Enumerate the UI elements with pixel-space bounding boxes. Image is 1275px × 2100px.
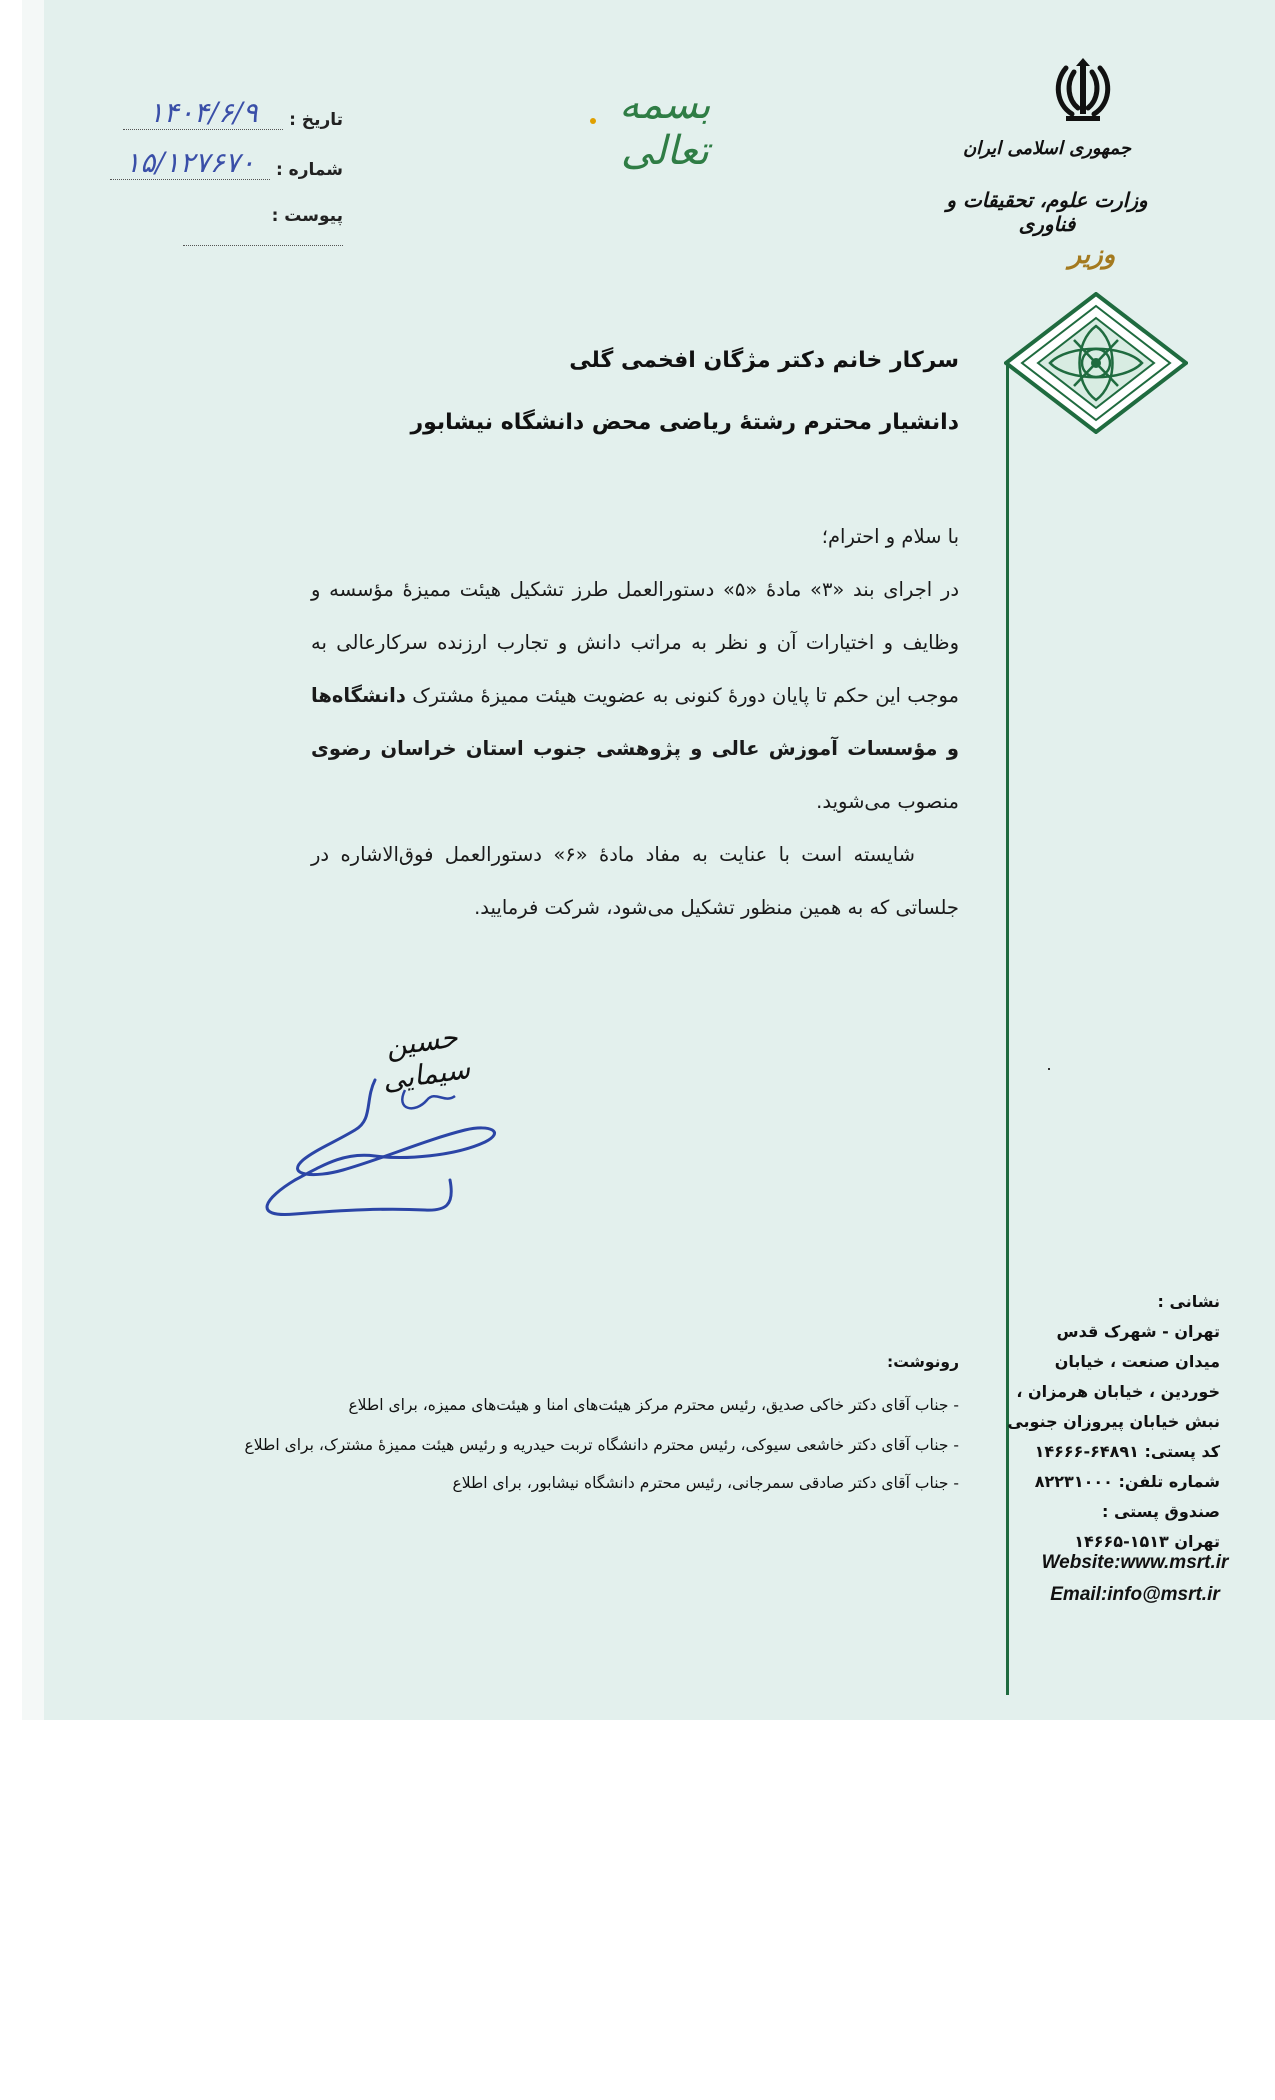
date-label: تاریخ :: [289, 110, 343, 130]
signer-name: حسین سیمایی: [380, 1020, 473, 1097]
ministry-name: وزارت علوم، تحقیقات و فناوری: [946, 188, 1148, 236]
number-label: شماره :: [275, 160, 343, 180]
paper-speck: [1048, 1068, 1050, 1070]
letter-body: [311, 510, 959, 934]
address-block: [990, 1290, 1220, 1554]
para1-ending: منصوب می‌شوید.: [816, 790, 959, 813]
postal-code: کد پستی: ۶۴۸۹۱-۱۴۶۶۶: [1034, 1442, 1220, 1461]
attachment-label: پیوست :: [271, 206, 343, 226]
date-value: ۱۴۰۴/۶/۹: [123, 96, 283, 130]
address-label: نشانی :: [1157, 1292, 1220, 1311]
address-line-3: خوردین ، خیابان هرمزان ،: [1016, 1382, 1220, 1401]
attachment-value: [183, 229, 343, 246]
sheet-edge: [22, 0, 44, 1720]
address-line-2: میدان صنعت ، خیابان: [1054, 1352, 1220, 1371]
signature-scribble: [255, 1060, 525, 1230]
address-line-4: نبش خیابان پیروزان جنوبی: [1007, 1412, 1220, 1431]
body-paragraph-1: [311, 563, 959, 828]
bismillah-dot: [590, 118, 596, 124]
ornament-logo-icon: [1004, 292, 1188, 434]
phone-number: شماره تلفن: ۸۲۲۳۱۰۰۰: [1034, 1472, 1220, 1491]
attachment-row: [108, 206, 343, 246]
addressee-title: دانشیار محترم رشتهٔ ریاضی محض دانشگاه نیشابور: [410, 410, 959, 435]
minister-title: وزیر: [1068, 240, 1116, 270]
po-box: تهران ۱۵۱۳-۱۴۶۶۵: [1074, 1532, 1220, 1551]
greeting: با سلام و احترام؛: [821, 525, 959, 548]
website-link[interactable]: Website:www.msrt.ir: [1041, 1552, 1229, 1573]
number-row: [108, 146, 343, 180]
para1-bold-text: دانشگاه‌ها و مؤسسات آموزش عالی و پژوهشی جنوب استان خراسان رضوی: [311, 684, 959, 760]
para1-text: در اجرای بند «۳» مادهٔ «۵» دستورالعمل طرز تشکیل هیئت ممیزهٔ مؤسسه و وظایف و اختیارات آن و نظر به مراتب دانش و تجارب ارزنده سرکارعالی به موجب این حکم تا پایان دورهٔ کنونی به عضویت هیئت ممیزهٔ مشترک: [311, 578, 960, 707]
date-row: [108, 96, 343, 130]
body-paragraph-2: شایسته است با عنایت به مفاد مادهٔ «۶» دستورالعمل فوق‌الاشاره در جلساتی که به همین منظور تشکیل می‌شود، شرکت فرمایید.: [311, 843, 959, 919]
iran-emblem-icon: [1052, 58, 1114, 124]
number-value: ۱۵/۱۲۷۶۷۰: [110, 146, 270, 180]
addressee-name: سرکار خانم دکتر مژگان افخمی گلی: [569, 348, 959, 373]
address-line-1: تهران - شهرک قدس: [1056, 1322, 1220, 1341]
ministry-country: جمهوری اسلامی ایران: [962, 138, 1132, 159]
email-link[interactable]: Email:info@msrt.ir: [1050, 1584, 1220, 1605]
cc-title: رونوشت:: [887, 1353, 959, 1371]
bismillah-heading: بسمه تعالی: [619, 82, 711, 174]
po-box-label: صندوق پستی :: [1101, 1502, 1220, 1521]
cc-item-1: - جناب آقای دکتر خاکی صدیق، رئیس محترم مرکز هیئت‌های امنا و هیئت‌های ممیزه، برای اطلاع: [348, 1396, 959, 1414]
cc-item-3: - جناب آقای دکتر صادقی سمرجانی، رئیس محترم دانشگاه نیشابور، برای اطلاع: [452, 1474, 959, 1492]
cc-item-2: - جناب آقای دکتر خاشعی سیوکی، رئیس محترم دانشگاه تربت حیدریه و رئیس هیئت ممیزهٔ مشترک، برای اطلاع: [244, 1436, 959, 1454]
